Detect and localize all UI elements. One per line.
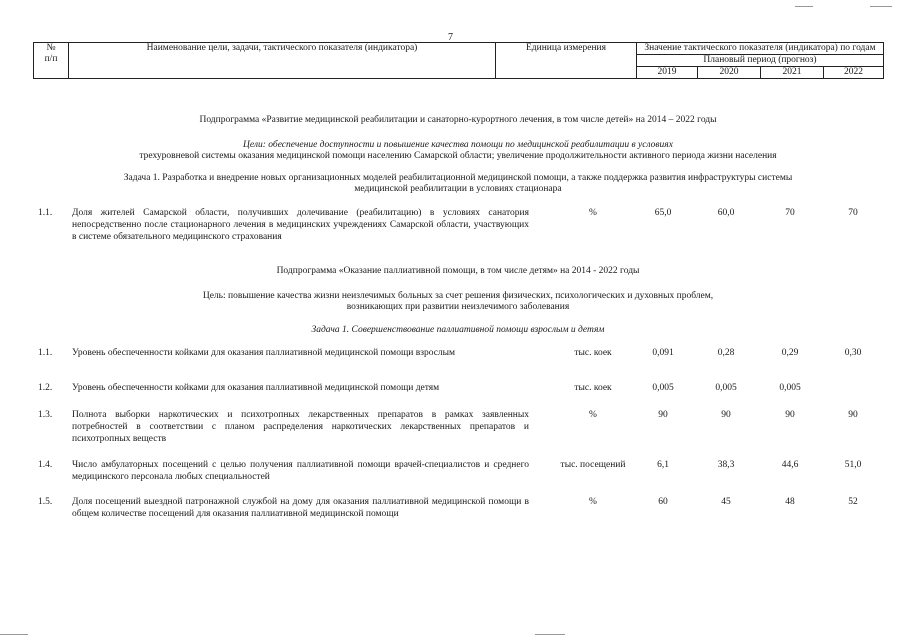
row-value: 6,1 — [657, 460, 669, 470]
row-unit: тыс. посещений — [560, 460, 626, 470]
row-unit: тыс. коек — [574, 383, 612, 393]
goal-text: трехуровневой системы оказания медицинской помощи населению Самарской области; увеличение продолжительности активного периода жизни населения — [139, 151, 777, 161]
scan-mark — [0, 634, 28, 635]
task-text: Задача 1. Разработка и внедрение новых организационных моделей реабилитационной медицинской помощи, а также поддержка развития инфраструктуры системы — [123, 173, 793, 183]
header-year: 2021 — [761, 67, 824, 79]
page-number: 7 — [448, 32, 453, 43]
header-year: 2022 — [824, 67, 884, 79]
row-value: 0,005 — [779, 383, 801, 393]
row-value: 65,0 — [654, 208, 672, 218]
row-value: 44,6 — [781, 460, 799, 470]
row-name: Уровень обеспеченности койками для оказания паллиативной медицинской помощи взрослым — [72, 348, 456, 358]
task-text: Задача 1. Совершенствование паллиативной помощи взрослым и детям — [311, 325, 605, 335]
row-value: 0,005 — [715, 383, 737, 393]
row-number: 1.2. — [38, 383, 53, 393]
row-number: 1.3. — [38, 410, 53, 420]
row-name: Полнота выборки наркотических и психотропных лекарственных препаратов в рамках заявленных потребностей в соответствии с планом распределения наркотических лекарственных препаратов и психотропных веществ — [72, 410, 529, 444]
header-value: Значение тактического показателя (индикатора) по годам — [637, 43, 884, 55]
row-name: Доля жителей Самарской области, получивших долечивание (реабилитацию) в условиях санатория непосредственно после стационарного лечения в медицинских учреждениях Самарской области, участвующих в системе обязательного медицинского страхования — [72, 208, 529, 242]
row-number: 1.1. — [38, 348, 53, 358]
row-value: 51,0 — [844, 460, 862, 470]
goal-text: Цель: повышение качества жизни неизлечимых больных за счет решения физических, психологических и духовных проблем, — [202, 291, 714, 301]
row-name: Уровень обеспеченности койками для оказания паллиативной медицинской помощи детям — [72, 383, 440, 393]
row-name: Число амбулаторных посещений с целью получения паллиативной помощи врачей-специалистов и среднего медицинского персонала любых специальностей — [72, 460, 529, 482]
row-unit: тыс. коек — [574, 348, 612, 358]
header-num: № п/п — [34, 43, 69, 79]
subprogram-title: Подпрограмма «Оказание паллиативной помощи, в том числе детям» на 2014 - 2022 годы — [276, 266, 640, 276]
row-value: 0,091 — [652, 348, 674, 358]
row-value: 90 — [721, 410, 731, 420]
row-value: 52 — [848, 497, 858, 507]
row-value: 70 — [848, 208, 858, 218]
subprogram-title: Подпрограмма «Развитие медицинской реабилитации и санаторно-курортного лечения, в том числе детей» на 2014 – 2022 годы — [199, 115, 717, 125]
row-unit: % — [589, 497, 597, 507]
row-number: 1.5. — [38, 497, 53, 507]
scan-mark — [870, 6, 892, 7]
row-number: 1.4. — [38, 460, 53, 470]
row-value: 60 — [658, 497, 668, 507]
header-year: 2020 — [698, 67, 761, 79]
row-value: 70 — [785, 208, 795, 218]
row-unit: % — [589, 208, 597, 218]
row-value: 90 — [785, 410, 795, 420]
row-number: 1.1. — [38, 208, 53, 218]
scan-mark — [795, 6, 813, 7]
goal-text: Цели: обеспечение доступности и повышение качества помощи по медицинской реабилитации в условиях — [243, 140, 673, 150]
row-value: 0,28 — [717, 348, 735, 358]
row-value: 48 — [785, 497, 795, 507]
header-table — [33, 42, 884, 79]
header-year: 2019 — [637, 67, 698, 79]
row-value: 45 — [721, 497, 731, 507]
row-value: 90 — [658, 410, 668, 420]
row-value: 38,3 — [717, 460, 735, 470]
row-value: 0,30 — [844, 348, 862, 358]
header-period: Плановый период (прогноз) — [637, 55, 884, 67]
header-unit: Единица измерения — [496, 43, 637, 79]
goal-text: возникающих при развитии неизлечимого заболевания — [346, 302, 570, 312]
row-name: Доля посещений выездной патронажной службой на дому для оказания паллиативной медицинской помощи в общем количестве посещений для оказания паллиативной медицинской помощи — [72, 497, 529, 519]
row-value: 0,29 — [781, 348, 799, 358]
scan-mark — [535, 634, 565, 635]
row-unit: % — [589, 410, 597, 420]
task-text: медицинской реабилитации в условиях стационара — [354, 184, 562, 194]
row-value: 60,0 — [717, 208, 735, 218]
row-value: 90 — [848, 410, 858, 420]
header-name: Наименование цели, задачи, тактического показателя (индикатора) — [69, 43, 496, 79]
row-value: 0,005 — [652, 383, 674, 393]
